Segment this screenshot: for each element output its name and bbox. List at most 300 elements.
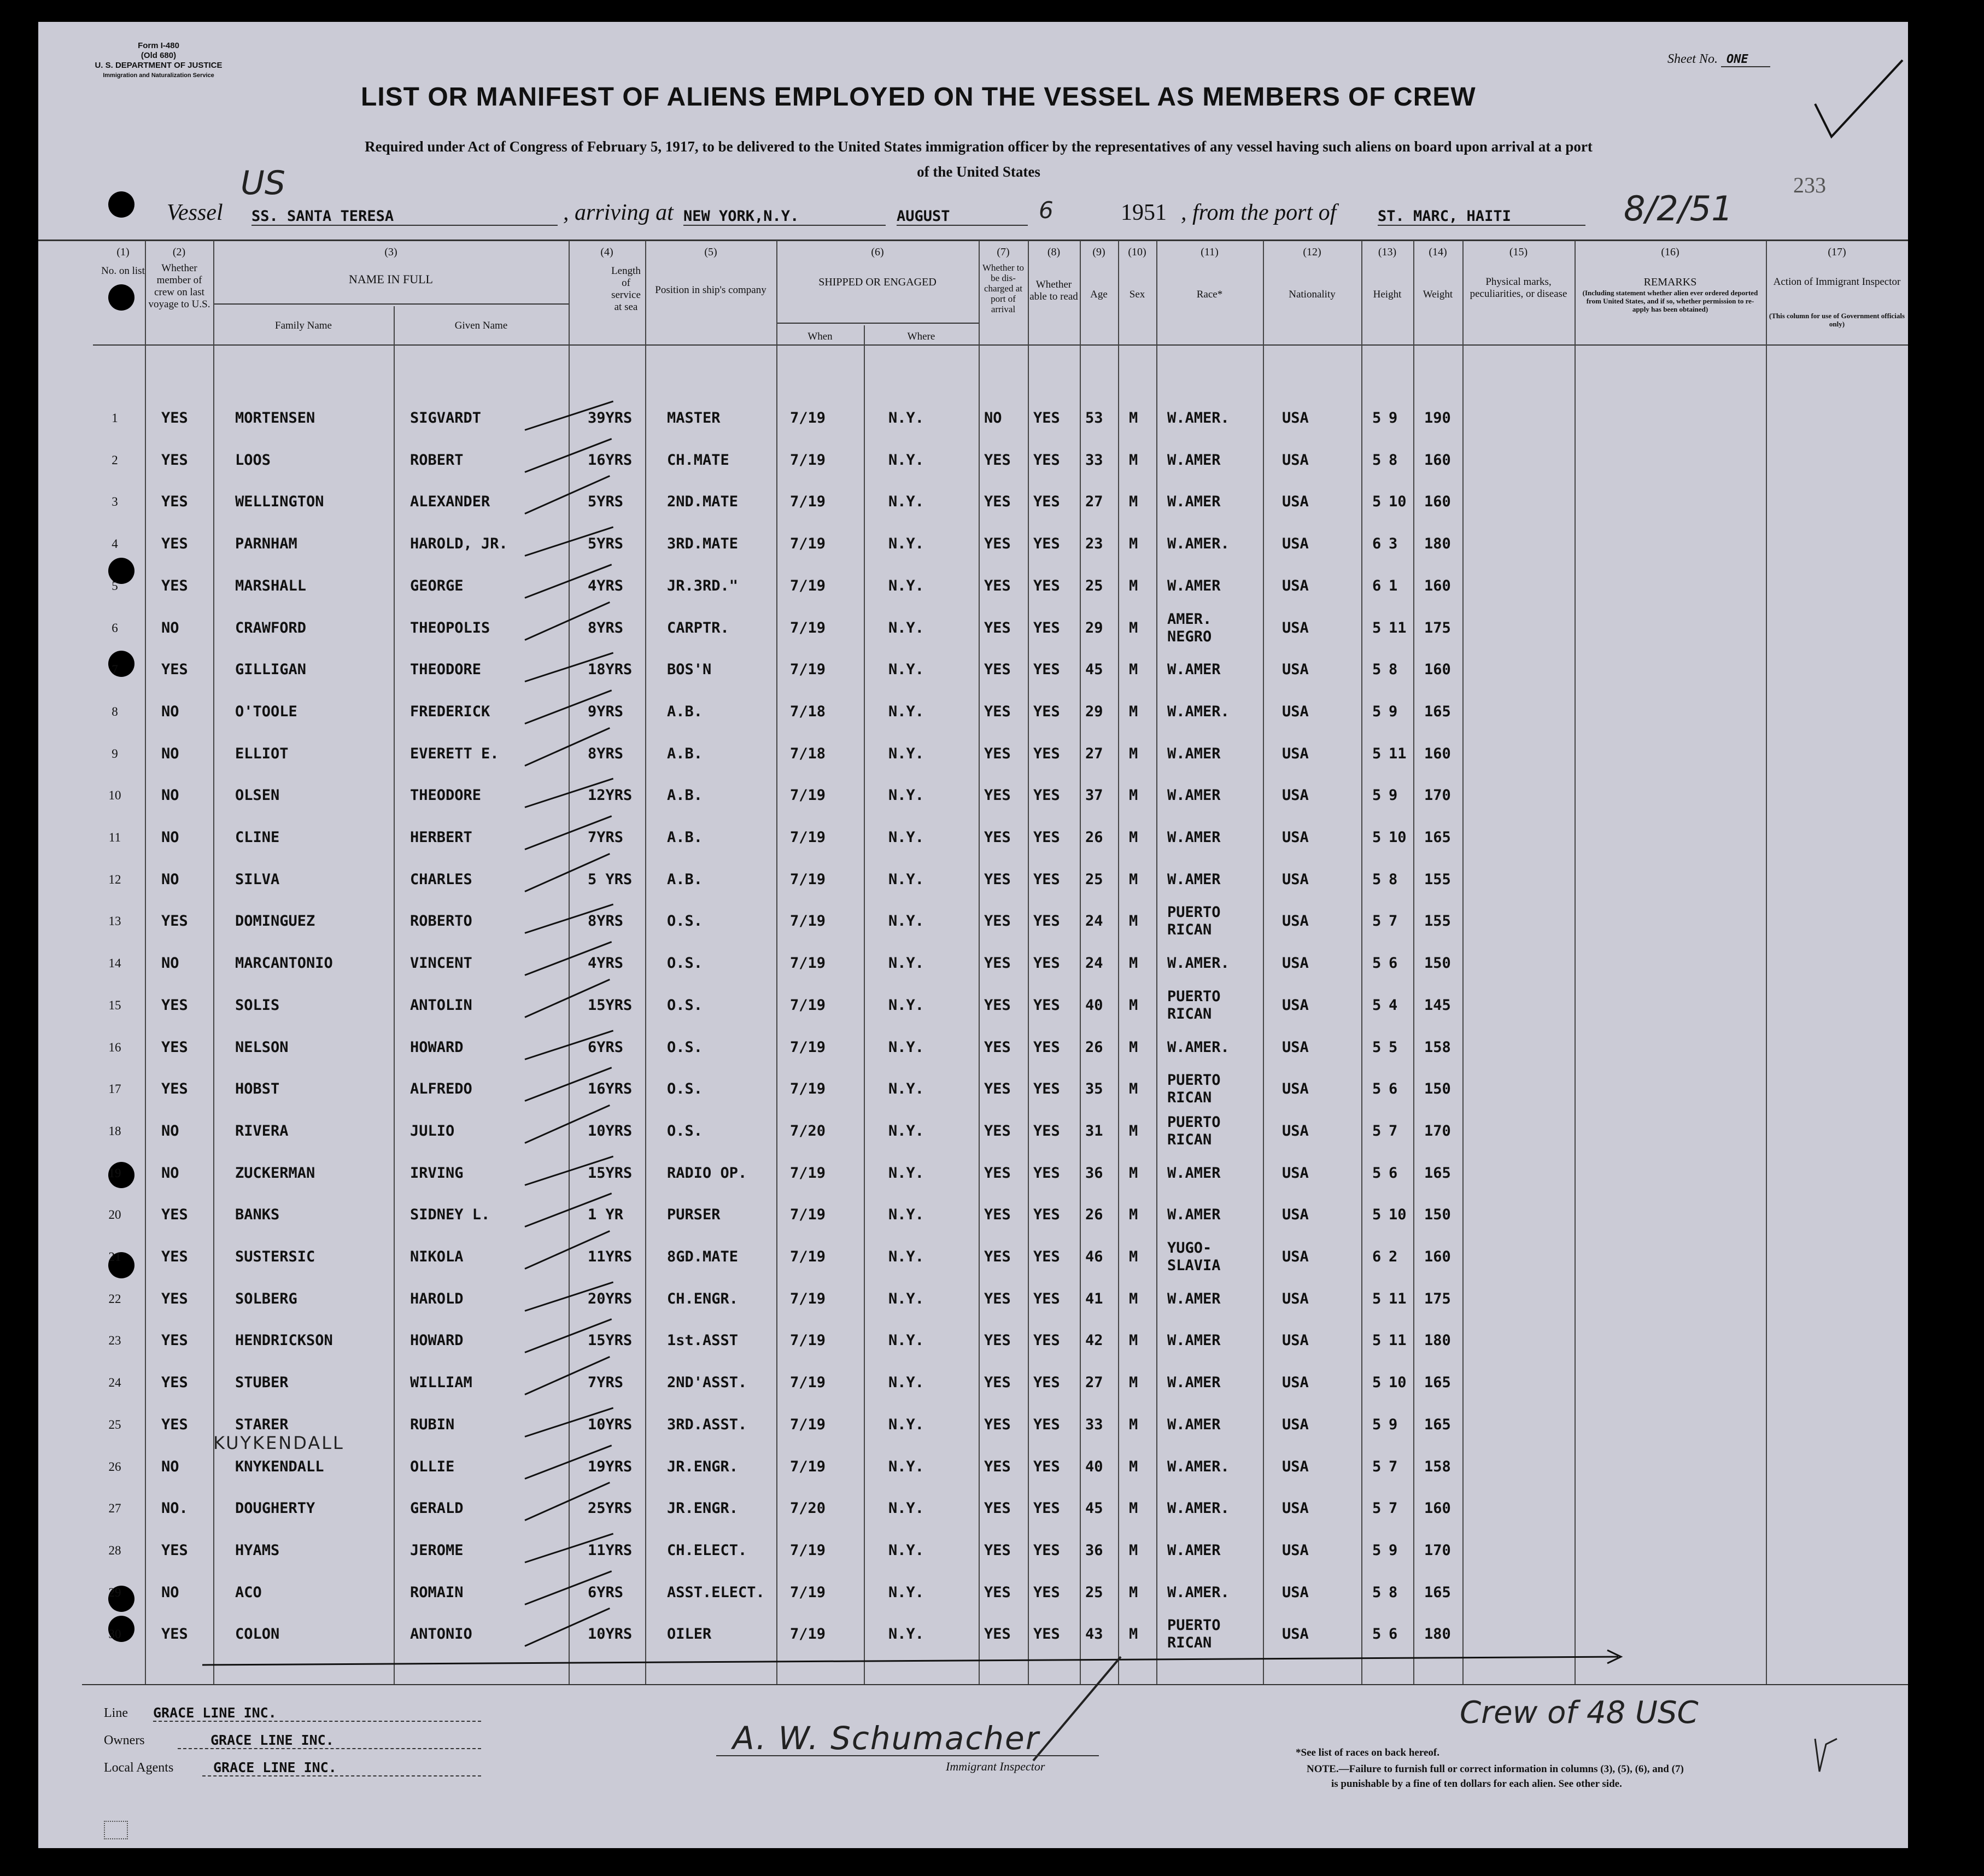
race-cell: W.AMER. xyxy=(1167,703,1230,720)
age-cell: 23 xyxy=(1085,535,1103,553)
able-to-read-cell: YES xyxy=(1033,1541,1060,1559)
shipped-when-cell: 7/19 xyxy=(790,1541,826,1559)
shipped-when-cell: 7/19 xyxy=(790,829,826,846)
shipped-where-cell: N.Y. xyxy=(888,745,924,762)
service-length-cell: 12YRS xyxy=(588,787,633,804)
shipped-where-cell: N.Y. xyxy=(888,451,924,469)
signature-line xyxy=(716,1755,1099,1756)
given-name-cell: NIKOLA xyxy=(410,1248,464,1265)
footer-agents-label: Local Agents xyxy=(104,1761,174,1775)
given-name-cell: THEODORE xyxy=(410,787,482,804)
member-last-voyage-cell: NO xyxy=(161,829,179,846)
height-feet-cell: 5 xyxy=(1372,1416,1382,1433)
age-cell: 40 xyxy=(1085,996,1103,1014)
age-cell: 27 xyxy=(1085,1374,1103,1392)
height-feet-cell: 5 xyxy=(1372,1458,1382,1475)
height-feet-cell: 5 xyxy=(1372,1541,1382,1559)
given-name-cell: WILLIAM xyxy=(410,1374,472,1392)
row-number-cell: 8 xyxy=(112,704,118,718)
member-last-voyage-cell: YES xyxy=(161,1626,188,1643)
family-name-cell: CRAWFORD xyxy=(235,619,307,636)
footer-owners-label: Owners xyxy=(104,1733,145,1748)
race-cell: PUERTO xyxy=(1167,1617,1221,1634)
shipped-when-cell: 7/19 xyxy=(790,1583,826,1601)
member-last-voyage-cell: YES xyxy=(161,1541,188,1559)
discharged-cell: YES xyxy=(984,1541,1011,1559)
header-where: Where xyxy=(907,331,935,342)
discharged-cell: YES xyxy=(984,577,1011,594)
shipped-where-cell: N.Y. xyxy=(888,1583,924,1601)
nationality-cell: USA xyxy=(1282,1164,1309,1182)
given-name-cell: GERALD xyxy=(410,1500,464,1517)
row-number-cell: 29 xyxy=(108,1585,121,1599)
discharged-cell: YES xyxy=(984,493,1011,511)
service-length-cell: 25YRS xyxy=(588,1500,633,1517)
sex-cell: M xyxy=(1129,451,1138,469)
able-to-read-cell: YES xyxy=(1033,1122,1060,1139)
position-cell: 3RD.MATE xyxy=(667,535,739,553)
legal-requirement xyxy=(169,134,1788,184)
row-number-cell: 2 xyxy=(112,453,118,467)
family-name-cell: SUSTERSIC xyxy=(235,1248,315,1265)
nationality-cell: USA xyxy=(1282,1541,1309,1559)
shipped-where-cell: N.Y. xyxy=(888,619,924,636)
height-feet-cell: 6 xyxy=(1372,1248,1382,1265)
weight-cell: 170 xyxy=(1424,1541,1451,1559)
row-number-cell: 20 xyxy=(108,1208,121,1222)
punch-hole xyxy=(108,191,134,218)
age-cell: 26 xyxy=(1085,829,1103,846)
handwritten-date: 8/2/51 xyxy=(1624,189,1733,229)
given-name-cell: GEORGE xyxy=(410,577,464,594)
family-name-cell: COLON xyxy=(235,1626,280,1643)
shipped-where-cell: N.Y. xyxy=(888,1164,924,1182)
family-name-cell: SOLBERG xyxy=(235,1290,297,1307)
header-height: Height xyxy=(1373,289,1402,300)
service-length-cell: 11YRS xyxy=(588,1541,633,1559)
nationality-cell: USA xyxy=(1282,1416,1309,1433)
column-line xyxy=(864,325,865,1684)
shipped-where-cell: N.Y. xyxy=(888,913,924,930)
footer-line-label: Line xyxy=(104,1706,128,1720)
shipped-where-cell: N.Y. xyxy=(888,703,924,720)
form-old-number: (Old 680) xyxy=(141,51,177,60)
age-cell: 31 xyxy=(1085,1122,1103,1139)
given-name-cell: HOWARD xyxy=(410,1038,464,1056)
member-last-voyage-cell: YES xyxy=(161,1290,188,1307)
given-name-cell: HAROLD, JR. xyxy=(410,535,508,553)
row-number-cell: 22 xyxy=(108,1291,121,1306)
position-cell: CARPTR. xyxy=(667,619,729,636)
discharged-cell: YES xyxy=(984,451,1011,469)
sex-cell: M xyxy=(1129,1038,1138,1056)
family-name-cell: NELSON xyxy=(235,1038,289,1056)
shipped-where-cell: N.Y. xyxy=(888,787,924,804)
family-name-cell: DOMINGUEZ xyxy=(235,913,315,930)
given-name-cell: JULIO xyxy=(410,1122,455,1139)
nationality-cell: USA xyxy=(1282,1626,1309,1643)
sex-cell: M xyxy=(1129,619,1138,636)
member-last-voyage-cell: NO xyxy=(161,787,179,804)
row-number-cell: 25 xyxy=(108,1417,121,1431)
position-cell: O.S. xyxy=(667,1080,703,1098)
member-last-voyage-cell: YES xyxy=(161,1374,188,1392)
sex-cell: M xyxy=(1129,955,1138,972)
age-cell: 46 xyxy=(1085,1248,1103,1265)
weight-cell: 170 xyxy=(1424,787,1451,804)
age-cell: 37 xyxy=(1085,787,1103,804)
nationality-cell: USA xyxy=(1282,1583,1309,1601)
weight-cell: 158 xyxy=(1424,1458,1451,1475)
handwritten-mark-icon xyxy=(1810,1728,1842,1777)
height-inches-cell: 8 xyxy=(1389,1583,1398,1601)
given-name-cell: SIDNEY L. xyxy=(410,1206,490,1224)
height-inches-cell: 10 xyxy=(1389,1206,1407,1224)
position-cell: O.S. xyxy=(667,955,703,972)
race-cell-line2: RICAN xyxy=(1167,1131,1212,1148)
row-number-cell: 16 xyxy=(108,1040,121,1054)
row-number-cell: 30 xyxy=(108,1627,121,1641)
position-cell: O.S. xyxy=(667,913,703,930)
height-feet-cell: 5 xyxy=(1372,619,1382,636)
height-inches-cell: 11 xyxy=(1389,1290,1407,1307)
header-shipped-engaged: SHIPPED OR ENGAGED xyxy=(818,276,937,288)
height-feet-cell: 5 xyxy=(1372,787,1382,804)
height-inches-cell: 8 xyxy=(1389,451,1398,469)
sex-cell: M xyxy=(1129,1626,1138,1643)
arrival-day: 6 xyxy=(1039,197,1054,224)
member-last-voyage-cell: NO xyxy=(161,1458,179,1475)
shipped-when-cell: 7/19 xyxy=(790,1080,826,1098)
sex-cell: M xyxy=(1129,1080,1138,1098)
header-nationality: Nationality xyxy=(1289,289,1336,300)
member-last-voyage-cell: YES xyxy=(161,1080,188,1098)
height-inches-cell: 11 xyxy=(1389,1332,1407,1349)
footer-line-value: GRACE LINE INC. xyxy=(153,1705,481,1722)
col-num: (12) xyxy=(1303,246,1321,258)
weight-cell: 155 xyxy=(1424,870,1451,888)
header-when: When xyxy=(807,331,833,342)
sex-cell: M xyxy=(1129,1541,1138,1559)
column-line xyxy=(979,241,980,1684)
legal-requirement-line1: Required under Act of Congress of February 5, 1917, to be delivered to the United States immigration officer by the representatives of any vessel having such aliens on board upon arrival at a port xyxy=(365,138,1593,155)
weight-cell: 175 xyxy=(1424,1290,1451,1307)
age-cell: 43 xyxy=(1085,1626,1103,1643)
member-last-voyage-cell: NO xyxy=(161,703,179,720)
shipped-when-cell: 7/19 xyxy=(790,451,826,469)
page-title: LIST OR MANIFEST OF ALIENS EMPLOYED ON THE VESSEL AS MEMBERS OF CREW xyxy=(361,83,1476,112)
vessel-label: Vessel xyxy=(167,200,223,225)
column-line xyxy=(1575,241,1576,1684)
shipped-when-cell: 7/19 xyxy=(790,1290,826,1307)
height-feet-cell: 5 xyxy=(1372,1290,1382,1307)
shipped-where-cell: N.Y. xyxy=(888,1500,924,1517)
nationality-cell: USA xyxy=(1282,410,1309,426)
height-feet-cell: 5 xyxy=(1372,1080,1382,1098)
weight-cell: 155 xyxy=(1424,913,1451,930)
able-to-read-cell: YES xyxy=(1033,410,1060,426)
family-name-cell: ELLIOT xyxy=(235,745,289,762)
shipped-when-cell: 7/19 xyxy=(790,1038,826,1056)
nationality-cell: USA xyxy=(1282,1458,1309,1475)
race-cell: W.AMER xyxy=(1167,493,1221,511)
col-num: (17) xyxy=(1828,246,1846,258)
service-length-cell: 6YRS xyxy=(588,1583,624,1601)
col-num: (1) xyxy=(116,246,130,258)
sex-cell: M xyxy=(1129,1206,1138,1224)
fine-note-line2: is punishable by a fine of ten dollars for each alien. See other side. xyxy=(1331,1778,1622,1790)
sex-cell: M xyxy=(1129,577,1138,594)
weight-cell: 150 xyxy=(1424,1206,1451,1224)
header-physical-marks: Physical marks, peculiarities, or disease xyxy=(1470,276,1567,300)
height-feet-cell: 5 xyxy=(1372,745,1382,762)
form-service: Immigration and Naturalization Service xyxy=(103,72,214,79)
table-bottom-rule xyxy=(82,1684,1908,1685)
given-name-cell: RUBIN xyxy=(410,1416,455,1433)
discharged-cell: YES xyxy=(984,745,1011,762)
col-num: (11) xyxy=(1201,246,1219,258)
race-cell-line2: SLAVIA xyxy=(1167,1257,1221,1274)
arrival-year: 1951 xyxy=(1121,200,1167,225)
sex-cell: M xyxy=(1129,703,1138,720)
sex-cell: M xyxy=(1129,829,1138,846)
member-last-voyage-cell: YES xyxy=(161,1332,188,1349)
form-identifier xyxy=(77,41,241,80)
position-cell: A.B. xyxy=(667,829,703,846)
discharged-cell: NO xyxy=(984,410,1002,426)
height-feet-cell: 5 xyxy=(1372,410,1382,426)
height-inches-cell: 5 xyxy=(1389,1038,1398,1056)
header-name-in-full: NAME IN FULL xyxy=(349,272,433,286)
header-age: Age xyxy=(1090,289,1108,300)
race-cell: YUGO- xyxy=(1167,1240,1212,1256)
column-line xyxy=(1080,241,1081,1684)
manifest-sheet xyxy=(38,22,1908,1848)
arriving-port: NEW YORK,N.Y. xyxy=(683,208,886,226)
height-feet-cell: 5 xyxy=(1372,1583,1382,1601)
height-inches-cell: 6 xyxy=(1389,1626,1398,1643)
discharged-cell: YES xyxy=(984,661,1011,679)
member-last-voyage-cell: YES xyxy=(161,493,188,511)
position-cell: CH.MATE xyxy=(667,451,729,469)
service-length-cell: 7YRS xyxy=(588,1374,624,1392)
shipped-where-cell: N.Y. xyxy=(888,1416,924,1433)
member-last-voyage-cell: NO xyxy=(161,619,179,636)
row-number-cell: 13 xyxy=(108,914,121,928)
weight-cell: 160 xyxy=(1424,451,1451,469)
sex-cell: M xyxy=(1129,1122,1138,1139)
header-sex: Sex xyxy=(1129,289,1145,300)
given-name-cell: THEOPOLIS xyxy=(410,619,490,636)
punch-hole xyxy=(108,284,134,311)
service-length-cell: 4YRS xyxy=(588,955,624,972)
family-name-cell: DOUGHERTY xyxy=(235,1500,315,1517)
weight-cell: 160 xyxy=(1424,493,1451,511)
height-feet-cell: 5 xyxy=(1372,829,1382,846)
discharged-cell: YES xyxy=(984,1248,1011,1265)
nationality-cell: USA xyxy=(1282,1290,1309,1307)
row-number-cell: 11 xyxy=(108,831,121,844)
able-to-read-cell: YES xyxy=(1033,1416,1060,1433)
inspector-label: Immigrant Inspector xyxy=(946,1760,1045,1773)
name-header-rule xyxy=(213,303,569,305)
given-name-cell: HOWARD xyxy=(410,1332,464,1349)
height-feet-cell: 5 xyxy=(1372,1164,1382,1182)
given-name-cell: CHARLES xyxy=(410,870,472,888)
family-name-cell: SOLIS xyxy=(235,996,280,1014)
weight-cell: 165 xyxy=(1424,1416,1451,1433)
given-name-cell: VINCENT xyxy=(410,955,472,972)
height-inches-cell: 11 xyxy=(1389,745,1407,762)
discharged-cell: YES xyxy=(984,619,1011,636)
shipped-when-cell: 7/19 xyxy=(790,1206,826,1224)
shipped-when-cell: 7/20 xyxy=(790,1500,826,1517)
given-name-cell: EVERETT E. xyxy=(410,745,499,762)
family-name-cell: WELLINGTON xyxy=(235,493,324,511)
nationality-cell: USA xyxy=(1282,451,1309,469)
member-last-voyage-cell: NO xyxy=(161,955,179,972)
col-num: (10) xyxy=(1128,246,1146,258)
col-num: (16) xyxy=(1661,246,1679,258)
service-length-cell: 1 YR xyxy=(588,1206,624,1224)
race-cell: W.AMER. xyxy=(1167,1458,1230,1475)
service-length-cell: 8YRS xyxy=(588,619,624,636)
age-cell: 41 xyxy=(1085,1290,1103,1307)
header-family-name: Family Name xyxy=(275,320,332,331)
discharged-cell: YES xyxy=(984,787,1011,804)
height-inches-cell: 6 xyxy=(1389,955,1398,972)
shipped-where-cell: N.Y. xyxy=(888,1248,924,1265)
age-cell: 33 xyxy=(1085,451,1103,469)
race-cell: PUERTO xyxy=(1167,1072,1221,1089)
age-cell: 53 xyxy=(1085,410,1103,426)
given-name-cell: ANTOLIN xyxy=(410,996,472,1014)
row-number-cell: 27 xyxy=(108,1501,121,1516)
position-cell: A.B. xyxy=(667,870,703,888)
height-inches-cell: 9 xyxy=(1389,703,1398,720)
row-number-cell: 17 xyxy=(108,1082,121,1096)
weight-cell: 170 xyxy=(1424,1122,1451,1139)
height-inches-cell: 10 xyxy=(1389,493,1407,511)
height-feet-cell: 5 xyxy=(1372,870,1382,888)
col-num: (2) xyxy=(172,246,186,258)
race-cell: PUERTO xyxy=(1167,904,1221,921)
shipped-where-cell: N.Y. xyxy=(888,1332,924,1349)
sex-cell: M xyxy=(1129,1290,1138,1307)
service-length-cell: 9YRS xyxy=(588,703,624,720)
position-cell: RADIO OP. xyxy=(667,1164,747,1182)
race-cell: W.AMER xyxy=(1167,829,1221,846)
able-to-read-cell: YES xyxy=(1033,913,1060,930)
column-line xyxy=(1361,241,1362,1684)
age-cell: 24 xyxy=(1085,913,1103,930)
able-to-read-cell: YES xyxy=(1033,745,1060,762)
family-name-cell: HENDRICKSON xyxy=(235,1332,333,1349)
height-inches-cell: 6 xyxy=(1389,1164,1398,1182)
family-name-cell: STUBER xyxy=(235,1374,289,1392)
able-to-read-cell: YES xyxy=(1033,1332,1060,1349)
race-cell: AMER. xyxy=(1167,610,1212,628)
age-cell: 40 xyxy=(1085,1458,1103,1475)
position-cell: OILER xyxy=(667,1626,712,1643)
race-cell: W.AMER xyxy=(1167,1206,1221,1224)
height-feet-cell: 6 xyxy=(1372,535,1382,553)
service-length-cell: 15YRS xyxy=(588,1332,633,1349)
nationality-cell: USA xyxy=(1282,493,1309,511)
able-to-read-cell: YES xyxy=(1033,1080,1060,1098)
nationality-cell: USA xyxy=(1282,1500,1309,1517)
race-cell: W.AMER xyxy=(1167,661,1221,679)
height-inches-cell: 9 xyxy=(1389,410,1398,426)
age-cell: 24 xyxy=(1085,955,1103,972)
row-number-cell: 12 xyxy=(108,872,121,886)
race-cell: W.AMER. xyxy=(1167,1038,1230,1056)
able-to-read-cell: YES xyxy=(1033,1164,1060,1182)
height-feet-cell: 5 xyxy=(1372,1374,1382,1392)
height-inches-cell: 2 xyxy=(1389,1248,1398,1265)
position-cell: 1st.ASST xyxy=(667,1332,739,1349)
race-cell: W.AMER xyxy=(1167,1332,1221,1349)
shipped-when-cell: 7/19 xyxy=(790,913,826,930)
age-cell: 36 xyxy=(1085,1164,1103,1182)
age-cell: 26 xyxy=(1085,1206,1103,1224)
weight-cell: 180 xyxy=(1424,1626,1451,1643)
given-name-cell: FREDERICK xyxy=(410,703,490,720)
shipped-where-cell: N.Y. xyxy=(888,1038,924,1056)
family-name-cell: GILLIGAN xyxy=(235,661,307,679)
service-length-cell: 19YRS xyxy=(588,1458,633,1475)
race-cell-line2: RICAN xyxy=(1167,1634,1212,1652)
race-cell: W.AMER xyxy=(1167,577,1221,594)
weight-cell: 165 xyxy=(1424,829,1451,846)
sex-cell: M xyxy=(1129,1164,1138,1182)
height-inches-cell: 6 xyxy=(1389,1080,1398,1098)
family-name-cell: MORTENSEN xyxy=(235,410,315,426)
discharged-cell: YES xyxy=(984,535,1011,553)
member-last-voyage-cell: NO xyxy=(161,1164,179,1182)
row-number-cell: 19 xyxy=(108,1166,121,1180)
handwritten-name-correction: KUYKENDALL xyxy=(213,1433,344,1453)
able-to-read-cell: YES xyxy=(1033,1038,1060,1056)
shipped-where-cell: N.Y. xyxy=(888,1122,924,1139)
nationality-cell: USA xyxy=(1282,1248,1309,1265)
given-name-cell: ROBERT xyxy=(410,451,464,469)
header-position: Position in ship's company xyxy=(655,284,766,296)
sex-cell: M xyxy=(1129,1583,1138,1601)
shipped-where-cell: N.Y. xyxy=(888,1374,924,1392)
weight-cell: 160 xyxy=(1424,661,1451,679)
family-name-cell: MARCANTONIO xyxy=(235,955,333,972)
service-length-cell: 5YRS xyxy=(588,535,624,553)
weight-cell: 165 xyxy=(1424,703,1451,720)
able-to-read-cell: YES xyxy=(1033,703,1060,720)
race-cell: W.AMER xyxy=(1167,1164,1221,1182)
service-length-cell: 5YRS xyxy=(588,493,624,511)
service-length-cell: 5 YRS xyxy=(588,870,633,888)
sheet-value: ONE xyxy=(1721,52,1770,67)
weight-cell: 165 xyxy=(1424,1374,1451,1392)
family-name-cell: RIVERA xyxy=(235,1122,289,1139)
member-last-voyage-cell: NO xyxy=(161,1583,179,1601)
sex-cell: M xyxy=(1129,787,1138,804)
position-cell: JR.ENGR. xyxy=(667,1500,739,1517)
race-cell: W.AMER xyxy=(1167,1541,1221,1559)
given-name-cell: HERBERT xyxy=(410,829,472,846)
given-name-cell: OLLIE xyxy=(410,1458,455,1475)
height-feet-cell: 5 xyxy=(1372,1122,1382,1139)
family-name-cell: LOOS xyxy=(235,451,271,469)
check-mark-icon xyxy=(1810,55,1908,148)
